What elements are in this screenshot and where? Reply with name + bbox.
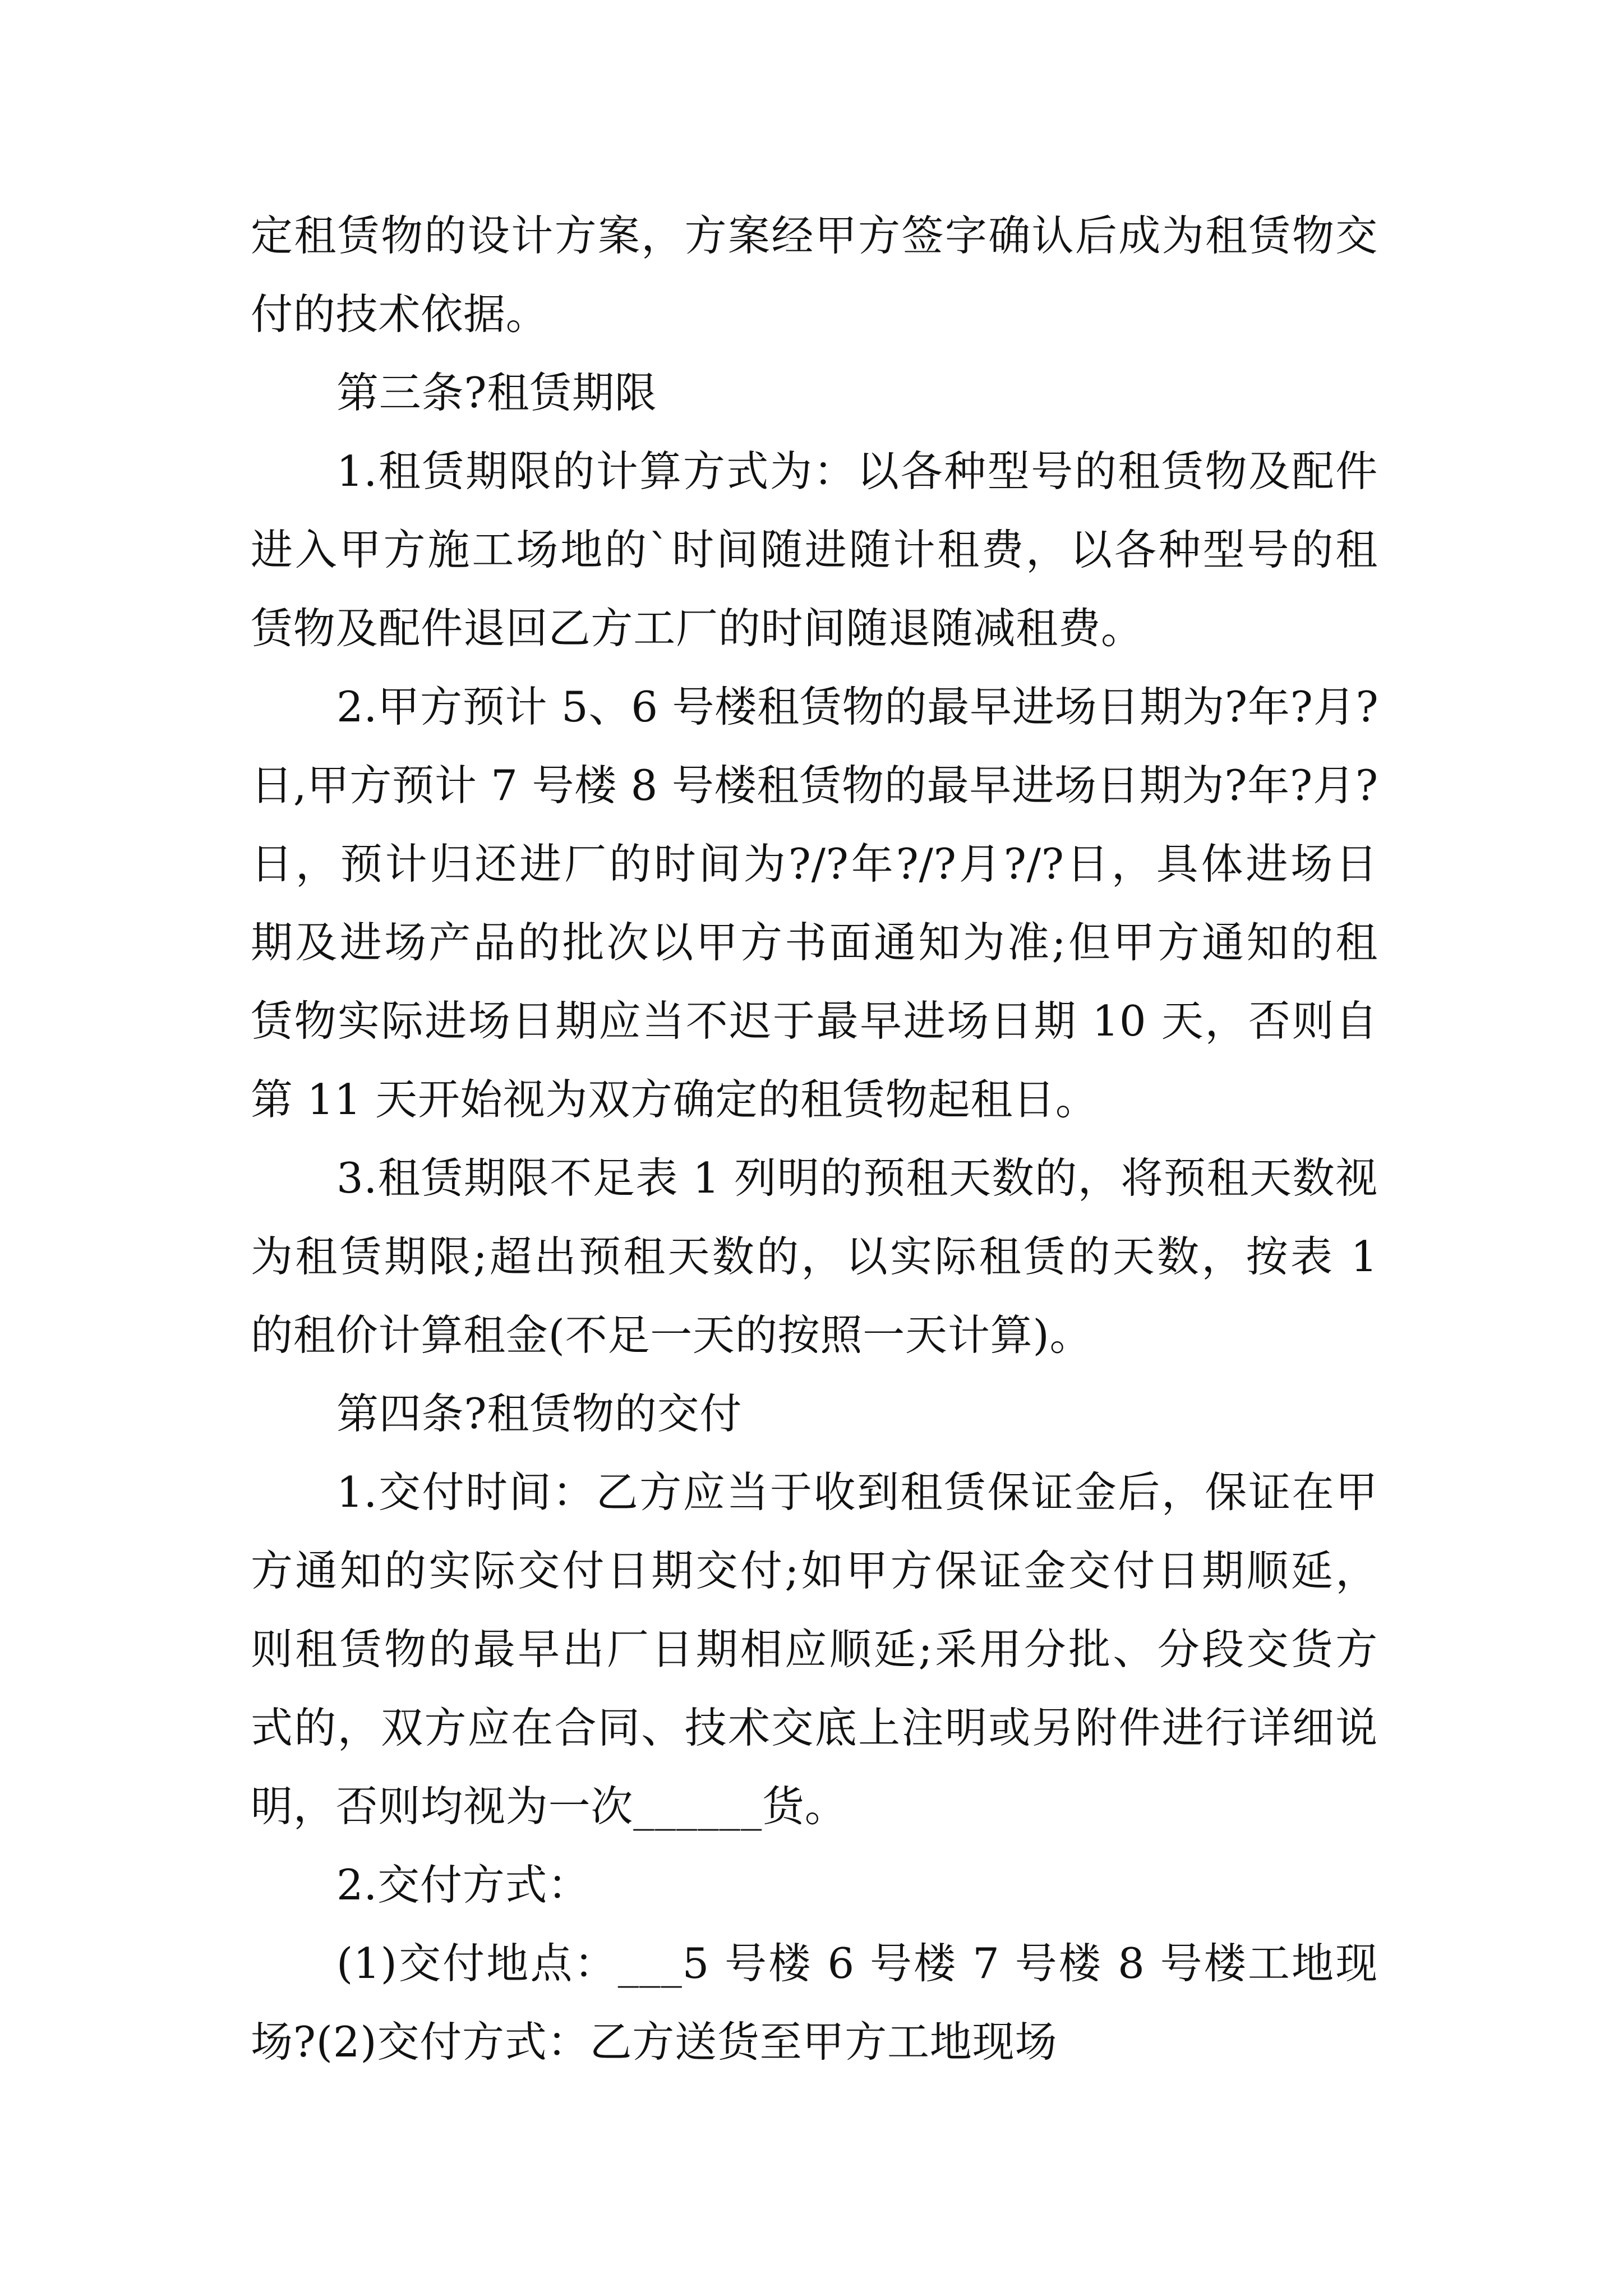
- paragraph-line: 进入甲方施工场地的`时间随进随计租费，以各种型号的租: [251, 525, 1378, 574]
- paragraph-line: 赁物及配件退回乙方工厂的时间随退随减租费。: [251, 604, 1144, 653]
- paragraph-line: 定租赁物的设计方案，方案经甲方签字确认后成为租赁物交: [251, 211, 1378, 260]
- paragraph-line: 方通知的实际交付日期交付;如甲方保证金交付日期顺延，: [251, 1546, 1378, 1595]
- paragraph-line: 3.租赁期限不足表 1 列明的预租天数的，将预租天数视: [336, 1153, 1378, 1203]
- paragraph-line: 日,甲方预计 7 号楼 8 号楼租赁物的最早进场日期为?年?月?: [251, 761, 1378, 810]
- paragraph-line: 的租价计算租金(不足一天的按照一天计算)。: [251, 1310, 1092, 1360]
- section-heading: 第四条?租赁物的交付: [336, 1389, 743, 1438]
- paragraph-line: (1)交付地点：___5 号楼 6 号楼 7 号楼 8 号楼工地现: [336, 1939, 1378, 1988]
- paragraph-line: 2.甲方预计 5、6 号楼租赁物的最早进场日期为?年?月?: [336, 682, 1379, 731]
- section-heading: 第三条?租赁期限: [336, 368, 657, 417]
- paragraph-line: 为租赁期限;超出预租天数的，以实际租赁的天数，按表 1: [251, 1232, 1378, 1281]
- paragraph-line: 则租赁物的最早出厂日期相应顺延;采用分批、分段交货方: [251, 1625, 1378, 1674]
- paragraph-line: 2.交付方式：: [336, 1860, 591, 1910]
- paragraph-line: 期及进场产品的批次以甲方书面通知为准;但甲方通知的租: [251, 918, 1378, 967]
- paragraph-line: 第 11 天开始视为双方确定的租赁物起租日。: [251, 1075, 1098, 1124]
- paragraph-line: 式的，双方应在合同、技术交底上注明或另附件进行详细说: [251, 1703, 1378, 1752]
- paragraph-line: 日，预计归还进厂的时间为?/?年?/?月?/?日，具体进场日: [251, 839, 1378, 889]
- paragraph-line: 付的技术依据。: [251, 289, 548, 339]
- paragraph-line: 1.交付时间：乙方应当于收到租赁保证金后，保证在甲: [336, 1467, 1378, 1517]
- paragraph-line: 场?(2)交付方式：乙方送货至甲方工地现场: [251, 2017, 1058, 2067]
- paragraph-line: 1.租赁期限的计算方式为：以各种型号的租赁物及配件: [336, 447, 1378, 496]
- paragraph-line: 明，否则均视为一次______货。: [251, 1782, 847, 1831]
- paragraph-line: 赁物实际进场日期应当不迟于最早进场日期 10 天，否则自: [251, 996, 1378, 1046]
